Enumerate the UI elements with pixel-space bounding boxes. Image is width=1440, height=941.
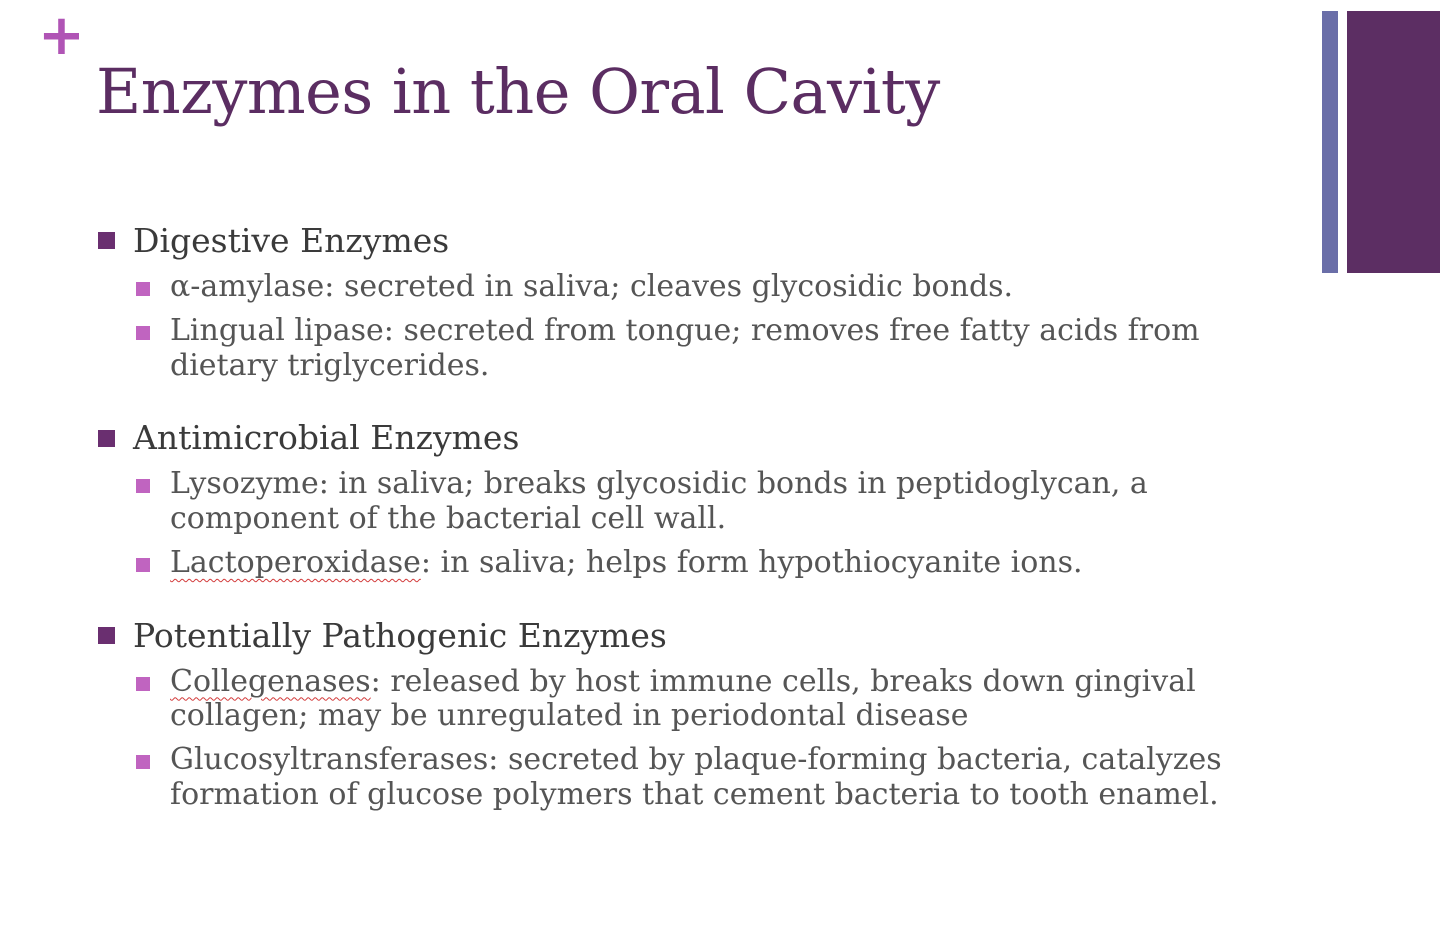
- section-antimicrobial-enzymes: [98, 419, 1308, 580]
- square-bullet-icon: [136, 282, 150, 296]
- sub-bullet-list: [98, 467, 1308, 580]
- sub-bullet-list: [98, 270, 1308, 383]
- sub-bullet-text: [170, 546, 1308, 581]
- accent-bar-thin: [1322, 11, 1338, 273]
- square-bullet-icon: [136, 326, 150, 340]
- section-heading-text: Antimicrobial Enzymes: [133, 418, 520, 458]
- sub-bullet-item: [136, 743, 1308, 813]
- spellcheck-term[interactable]: Lactoperoxidase: [170, 544, 421, 580]
- sub-bullet-list: [98, 665, 1308, 813]
- square-bullet-icon: [136, 677, 150, 691]
- slide-title: Enzymes in the Oral Cavity: [96, 55, 940, 128]
- sub-bullet-item: [136, 546, 1308, 581]
- section-digestive-enzymes: [98, 222, 1308, 383]
- sub-bullet-item: [136, 467, 1308, 537]
- sub-bullet-text: [170, 665, 1308, 735]
- square-bullet-icon: [98, 430, 115, 447]
- section-heading: [98, 222, 1308, 260]
- sub-bullet-item: [136, 270, 1308, 305]
- sub-bullet-rest: : in saliva; helps form hypothiocyanite ions.: [420, 544, 1083, 580]
- square-bullet-icon: [98, 627, 115, 644]
- spellcheck-term[interactable]: Collegenases: [170, 663, 371, 699]
- sub-bullet-rest: : released by host immune cells, breaks down gingival collagen; may be unregulated in periodontal disease: [170, 663, 1196, 734]
- sub-bullet-text: Lingual lipase: secreted from tongue; removes free fatty acids from dietary triglycerides.: [170, 312, 1200, 383]
- square-bullet-icon: [98, 232, 115, 249]
- section-heading: [98, 617, 1308, 655]
- section-heading: [98, 419, 1308, 457]
- sub-bullet-text: Glucosyltransferases: secreted by plaque-forming bacteria, catalyzes formation of glucose polymers that cement bacteria to tooth enamel.: [170, 742, 1222, 812]
- bullet-content: [98, 222, 1308, 849]
- sub-bullet-item: [136, 314, 1308, 384]
- section-heading-text: Digestive Enzymes: [133, 221, 450, 260]
- accent-bar-thick: [1347, 11, 1440, 273]
- sub-bullet-text: Lysozyme: in saliva; breaks glycosidic bonds in peptidoglycan, a component of the bacterial cell wall.: [170, 466, 1148, 537]
- section-pathogenic-enzymes: [98, 617, 1308, 813]
- sub-bullet-text: α-amylase: secreted in saliva; cleaves glycosidic bonds.: [170, 268, 1014, 304]
- square-bullet-icon: [136, 755, 150, 769]
- sub-bullet-item: [136, 665, 1308, 735]
- square-bullet-icon: [136, 479, 150, 493]
- section-heading-text: Potentially Pathogenic Enzymes: [133, 615, 667, 655]
- plus-icon: +: [38, 3, 85, 68]
- square-bullet-icon: [136, 558, 150, 572]
